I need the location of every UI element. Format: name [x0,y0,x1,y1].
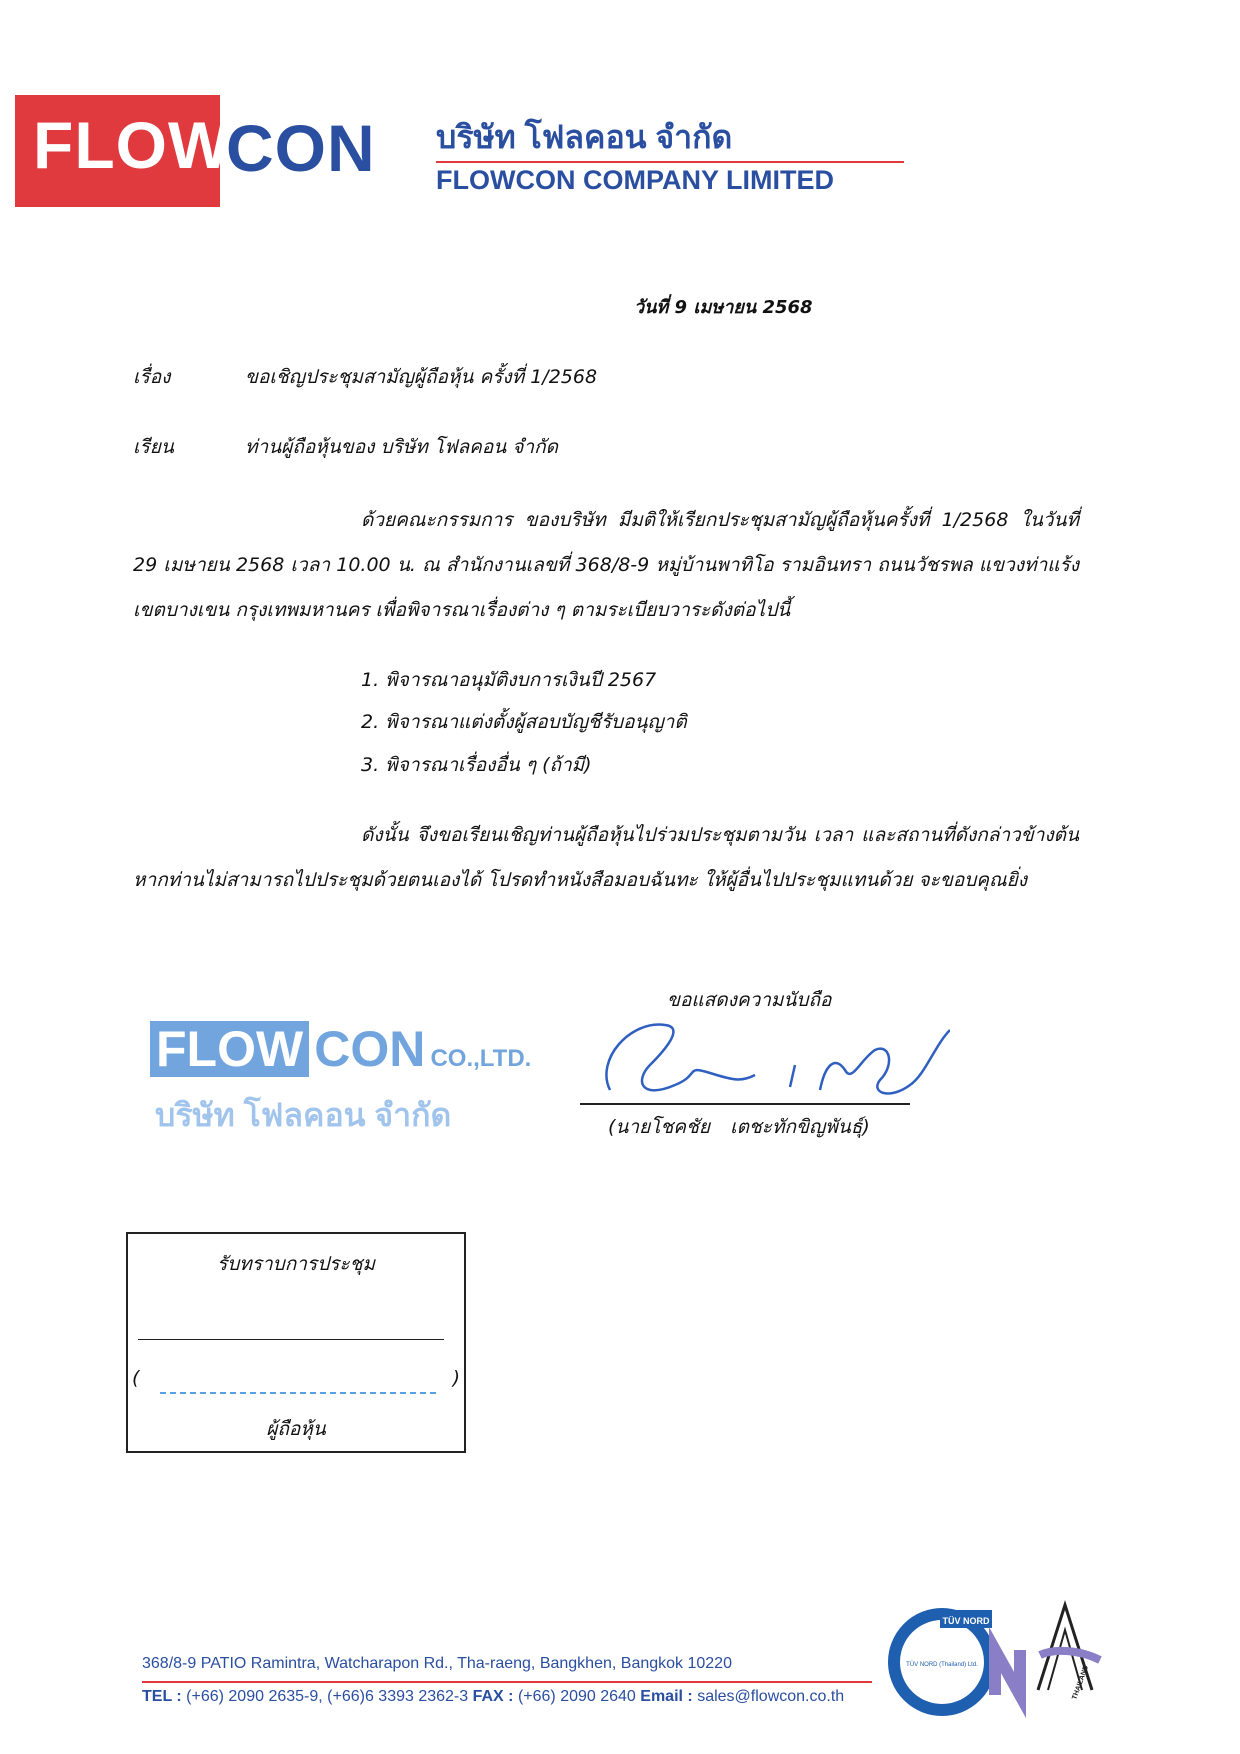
receipt-name-dashed-line[interactable] [160,1392,436,1394]
email-label: Email : [640,1688,693,1705]
para1-line2: 29 เมษายน 2568 เวลา 10.00 น. ณ สำนักงานเลขที่ 368/8-9 หมู่บ้านพาทิโอ รามอินทรา ถนนวัชรพล แขวงท่าแร้ง [133,554,1079,576]
footer-divider [142,1681,872,1683]
para1-line3: เขตบางเขน กรุงเทพมหานคร เพื่อพิจารณาเรื่องต่าง ๆ ตามระเบียบวาระดังต่อไปนี้ [133,599,791,621]
agenda-item-3: 3. พิจารณาเรื่องอื่น ๆ (ถ้ามี) [361,754,592,776]
stamp-flow: FLOW [150,1021,309,1077]
para2-line1: ดังนั้น จึงขอเรียนเชิญท่านผู้ถือหุ้นไปร่วมประชุมตามวัน เวลา และสถานที่ดังกล่าวข้างต้น [361,824,1079,846]
company-underline [436,161,904,163]
agenda-item-1: 1. พิจารณาอนุมัติงบการเงินปี 2567 [361,669,657,691]
receipt-title: รับทราบการประชุม [217,1253,375,1275]
para2-line2: หากท่านไม่สามารถไปประชุมด้วยตนเองได้ โปรดทำหนังสือมอบฉันทะ ให้ผู้อื่นไปประชุมแทนด้วย จะขอบคุณยิ่ง [133,869,1028,891]
stamp-co-ltd: CO.,LTD. [430,1045,532,1072]
tuv-top-text: TÜV NORD [942,1616,990,1626]
closing-text: ขอแสดงความนับถือ [667,989,832,1011]
mc-logo-m [995,1650,1020,1695]
footer-address: 368/8-9 PATIO Ramintra, Watcharapon Rd., Tha-raeng, Bangkhen, Bangkok 10220 [142,1655,732,1672]
para1-line1: ด้วยคณะกรรมการ ของบริษัท มีมติให้เรียกประชุมสามัญผู้ถือหุ้นครั้งที่ 1/2568 ในวันที่ [361,509,1079,531]
agenda-item-2: 2. พิจารณาแต่งตั้งผู้สอบบัญชีรับอนุญาติ [361,711,687,733]
tel-label: TEL : [142,1688,182,1705]
signature-image [590,1005,950,1125]
stamp-thai: บริษัท โฟลคอน จำกัด [155,1097,452,1133]
receipt-close-paren: ) [452,1367,460,1389]
letter-date: วันที่ 9 เมษายน 2568 [634,297,813,318]
acknowledgement-box [126,1232,466,1453]
logo-flow-text: FLOW [33,108,232,182]
iso-text: ISO 9001 [922,1692,962,1702]
signature-line [580,1103,910,1105]
subject-text: ขอเชิญประชุมสามัญผู้ถือหุ้น ครั้งที่ 1/2568 [245,366,598,388]
fax-label: FAX : [472,1688,514,1705]
company-name-english: FLOWCON COMPANY LIMITED [436,165,834,195]
receipt-role: ผู้ถือหุ้น [266,1418,326,1440]
receipt-open-paren: ( [132,1367,140,1389]
company-name-thai: บริษัท โฟลคอน จำกัด [436,119,733,155]
logo-con-text: CON [226,111,376,185]
receipt-signature-line [138,1339,444,1340]
signer-name: (นายโชคชัย เตชะทักขิญพันธุ์) [608,1116,870,1138]
tuv-mid-text: TÜV NORD (Thailand) Ltd. [906,1662,978,1668]
to-text: ท่านผู้ถือหุ้นของ บริษัท โฟลคอน จำกัด [245,436,558,458]
logo-red-block [15,95,232,207]
footer-contacts [142,1688,844,1706]
subject-label: เรื่อง [133,366,171,388]
email-value[interactable]: sales@flowcon.co.th [697,1688,845,1705]
thailand-text: THAILAND [1071,1664,1091,1701]
fax-value: (+66) 2090 2640 [517,1688,636,1705]
tel-value: (+66) 2090 2635-9, (+66)6 3393 2362-3 [186,1688,469,1705]
to-label: เรียน [133,436,174,458]
certification-logos [880,1600,1120,1720]
stamp-con: CON [314,1021,426,1077]
